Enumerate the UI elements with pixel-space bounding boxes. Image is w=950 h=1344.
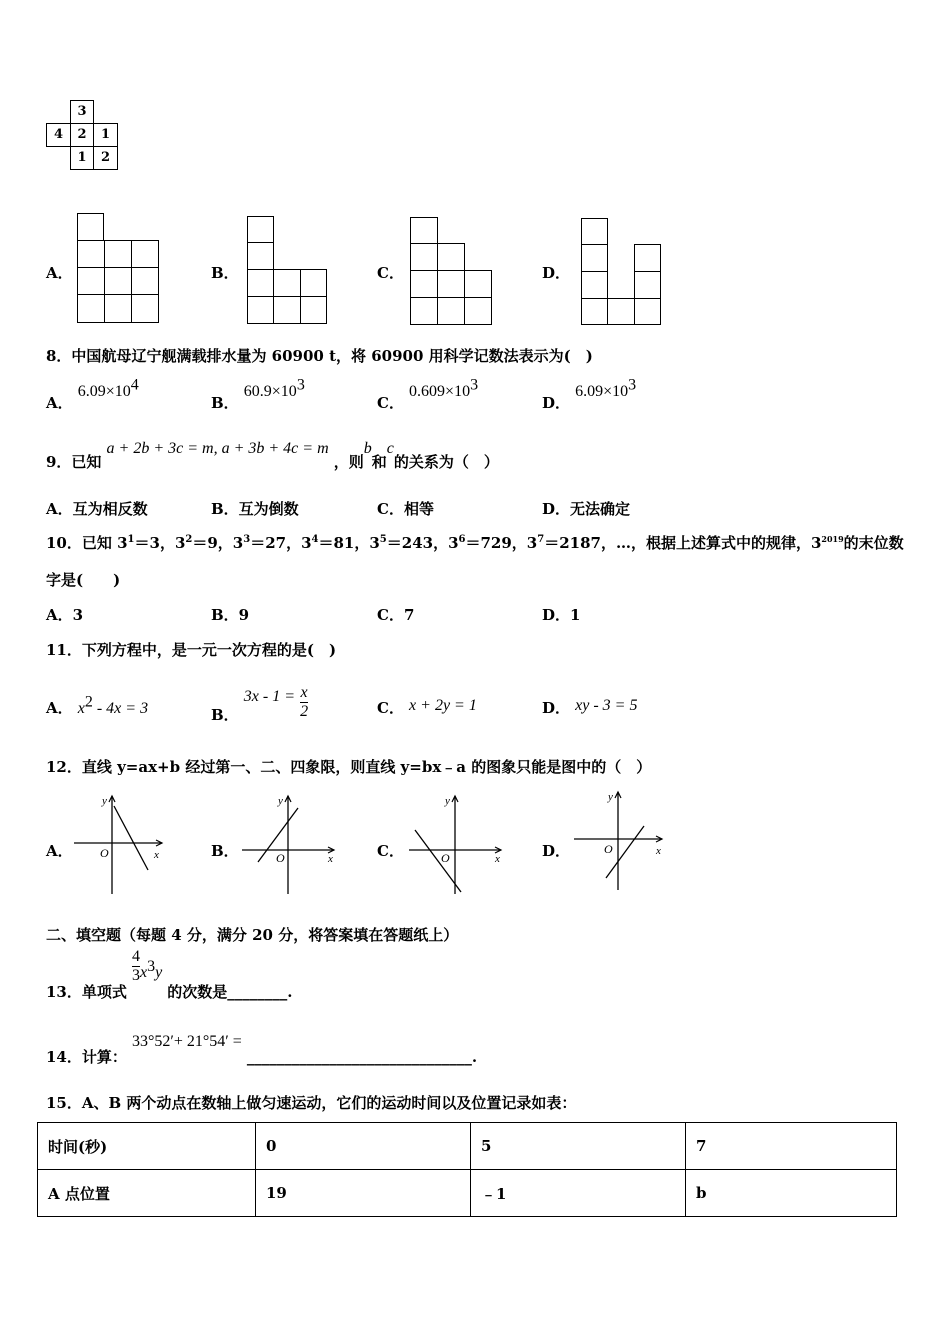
origin-label: O — [100, 846, 109, 860]
option-b-label: B． — [211, 842, 239, 860]
q14-prefix: 14．计算： — [46, 1048, 127, 1066]
table-row — [38, 1170, 897, 1217]
grid-cell: 2 — [93, 146, 118, 170]
var-b: b — [363, 440, 372, 457]
q15-stem: 15．A、B 两个动点在数轴上做匀速运动，它们的运动时间以及位置记录如表： — [46, 1094, 577, 1112]
grid-cell: 2 — [70, 123, 94, 147]
q14-stem — [46, 1030, 478, 1066]
numerator: x — [300, 684, 308, 701]
q7-figure-c — [410, 217, 492, 325]
fraction — [300, 684, 308, 721]
q9-stem — [46, 437, 499, 471]
q8-option-c — [377, 376, 479, 412]
q10-exp: 2 — [185, 534, 193, 545]
q10-exp: 7 — [537, 534, 545, 545]
option-a-label: A． — [46, 264, 73, 282]
q9-mid2: 和 — [371, 453, 387, 471]
table-cell: 时间(秒) — [38, 1123, 256, 1170]
option-b-label: B． — [211, 264, 239, 282]
option-letter: D． — [542, 394, 571, 412]
q12-graph-d — [570, 786, 670, 891]
q9-prefix: 9．已知 — [46, 453, 102, 471]
q13-prefix: 13．单项式 — [46, 983, 127, 1001]
q10-text: ＝729，3 — [465, 534, 538, 552]
table-cell: b — [686, 1170, 897, 1217]
q10-text: 的末位数 — [843, 534, 904, 552]
q10-exp: 1 — [127, 534, 135, 545]
equation-left: 3x - 1 = — [243, 688, 296, 705]
origin-label: O — [276, 851, 285, 865]
table-cell: 0 — [256, 1123, 471, 1170]
q8-option-d — [542, 376, 637, 412]
q10-option-b: B．9 — [211, 606, 250, 624]
q8-option-b — [211, 376, 305, 412]
q10-text: ＝2187，…，根据上述算式中的规律，3 — [544, 534, 822, 552]
origin-label: O — [604, 842, 613, 856]
axis-x-label: x — [656, 845, 661, 857]
grid-cell: 1 — [70, 146, 94, 170]
equation: xy - 3 = 5 — [575, 697, 638, 714]
q7-figure-a — [77, 213, 159, 323]
var-y: y — [155, 964, 163, 981]
q10-exp: 6 — [458, 534, 466, 545]
grid-cell: 3 — [70, 100, 94, 124]
var-c: c — [386, 440, 394, 457]
option-letter: B． — [211, 394, 239, 412]
var-x: x — [139, 964, 148, 981]
q10-text: ＝3，3 — [134, 534, 186, 552]
mantissa: 6.09 — [77, 383, 106, 400]
exponent: 3 — [628, 376, 637, 394]
axis-x-label: x — [495, 853, 500, 865]
q10-option-c: C．7 — [377, 606, 415, 624]
exponent: 3 — [470, 376, 479, 394]
q7-figure-d — [581, 218, 661, 325]
q9-option-c: C．相等 — [377, 500, 434, 518]
axis-y-label: y — [608, 791, 613, 803]
axis-y-label: y — [278, 795, 283, 807]
q8-option-a — [46, 376, 139, 412]
origin-label: O — [441, 851, 450, 865]
table-cell: 5 — [471, 1123, 686, 1170]
equation-rest: - 4x = 3 — [92, 700, 149, 717]
times-ten: ×10 — [445, 383, 471, 400]
q10-exp: 5 — [379, 534, 387, 545]
q14-expression: 33°52′+ 21°54′ = — [131, 1033, 242, 1050]
option-d-label: D． — [542, 264, 571, 282]
exponent: 3 — [296, 376, 305, 394]
option-c-label: C． — [377, 842, 404, 860]
times-ten: ×10 — [603, 383, 629, 400]
mantissa: 6.09 — [575, 383, 604, 400]
q7-figure-b — [247, 216, 327, 324]
option-d-label: D． — [542, 842, 571, 860]
q12-graph-c — [405, 790, 505, 895]
option-letter: C． — [377, 699, 404, 717]
times-ten: ×10 — [105, 383, 131, 400]
axis-x-label: x — [154, 849, 159, 861]
option-letter: A． — [46, 394, 73, 412]
axis-x-label: x — [328, 853, 333, 865]
q10-exp: 3 — [243, 534, 251, 545]
answer-blank[interactable]: ______________________________. — [246, 1048, 478, 1066]
q11-stem: 11．下列方程中，是一元一次方程的是( ) — [46, 641, 337, 659]
q10-stem — [46, 532, 904, 553]
mantissa: 60.9 — [243, 383, 272, 400]
q12-graph-a — [70, 790, 170, 895]
var-x: x — [77, 700, 85, 717]
q10-stem-line2: 字是( ) — [46, 571, 121, 589]
q9-formula: a + 2b + 3c = m, a + 3b + 4c = m — [106, 440, 329, 457]
numerator: 4 — [131, 948, 140, 965]
q9-option-b: B．互为倒数 — [211, 500, 299, 518]
q9-mid1: ，则 — [333, 453, 364, 471]
q10-text: ＝27，3 — [250, 534, 312, 552]
q10-exp: 4 — [311, 534, 319, 545]
q12-stem: 12．直线 y=ax+b 经过第一、二、四象限，则直线 y=bx﹣a 的图象只能是图中的（ ） — [46, 758, 652, 776]
section-2-title: 二、填空题（每题 4 分，满分 20 分，将答案填在答题纸上） — [46, 926, 459, 944]
axis-y-label: y — [445, 795, 450, 807]
q10-text: ＝243，3 — [386, 534, 459, 552]
q11-option-b — [211, 676, 309, 724]
q10-text: ＝9，3 — [192, 534, 244, 552]
table-cell: ﹣1 — [471, 1170, 686, 1217]
q9-option-d: D．无法确定 — [542, 500, 631, 518]
option-letter: D． — [542, 699, 571, 717]
grid-cell: 4 — [46, 123, 71, 147]
q8-stem: 8．中国航母辽宁舰满载排水量为 60900 t，将 60900 用科学记数法表示为( ) — [46, 347, 593, 365]
q11-option-d — [542, 697, 637, 718]
position-record-table — [37, 1122, 897, 1217]
option-letter: C． — [377, 394, 404, 412]
q11-option-c — [377, 697, 477, 718]
times-ten: ×10 — [271, 383, 297, 400]
q10-exp: 2019 — [821, 534, 844, 544]
denominator: 3 — [131, 967, 140, 984]
q10-option-d: D．1 — [542, 606, 581, 624]
q9-option-a: A．互为相反数 — [46, 500, 148, 518]
q13-stem — [46, 948, 293, 1001]
option-a-label: A． — [46, 842, 73, 860]
table-cell: 19 — [256, 1170, 471, 1217]
exponent: 2 — [84, 693, 93, 711]
q10-text: ＝81，3 — [318, 534, 380, 552]
fraction — [132, 948, 140, 985]
q13-suffix: 的次数是________. — [167, 983, 293, 1001]
option-c-label: C． — [377, 264, 404, 282]
table-cell: A 点位置 — [38, 1170, 256, 1217]
option-letter: B． — [211, 706, 239, 724]
equation: x + 2y = 1 — [409, 697, 477, 714]
table-cell: 7 — [686, 1123, 897, 1170]
q10-text: 10．已知 3 — [46, 534, 128, 552]
exponent: 3 — [147, 957, 156, 975]
q9-suffix: 的关系为（ ） — [393, 453, 499, 471]
grid-cell: 1 — [93, 123, 118, 147]
axis-y-label: y — [102, 795, 107, 807]
option-letter: A． — [46, 699, 73, 717]
mantissa: 0.609 — [409, 383, 446, 400]
q12-graph-b — [238, 790, 338, 895]
denominator: 2 — [300, 703, 309, 720]
table-row — [38, 1123, 897, 1170]
q10-option-a: A．3 — [46, 606, 84, 624]
exponent: 4 — [130, 376, 139, 394]
q11-option-a — [46, 693, 149, 718]
